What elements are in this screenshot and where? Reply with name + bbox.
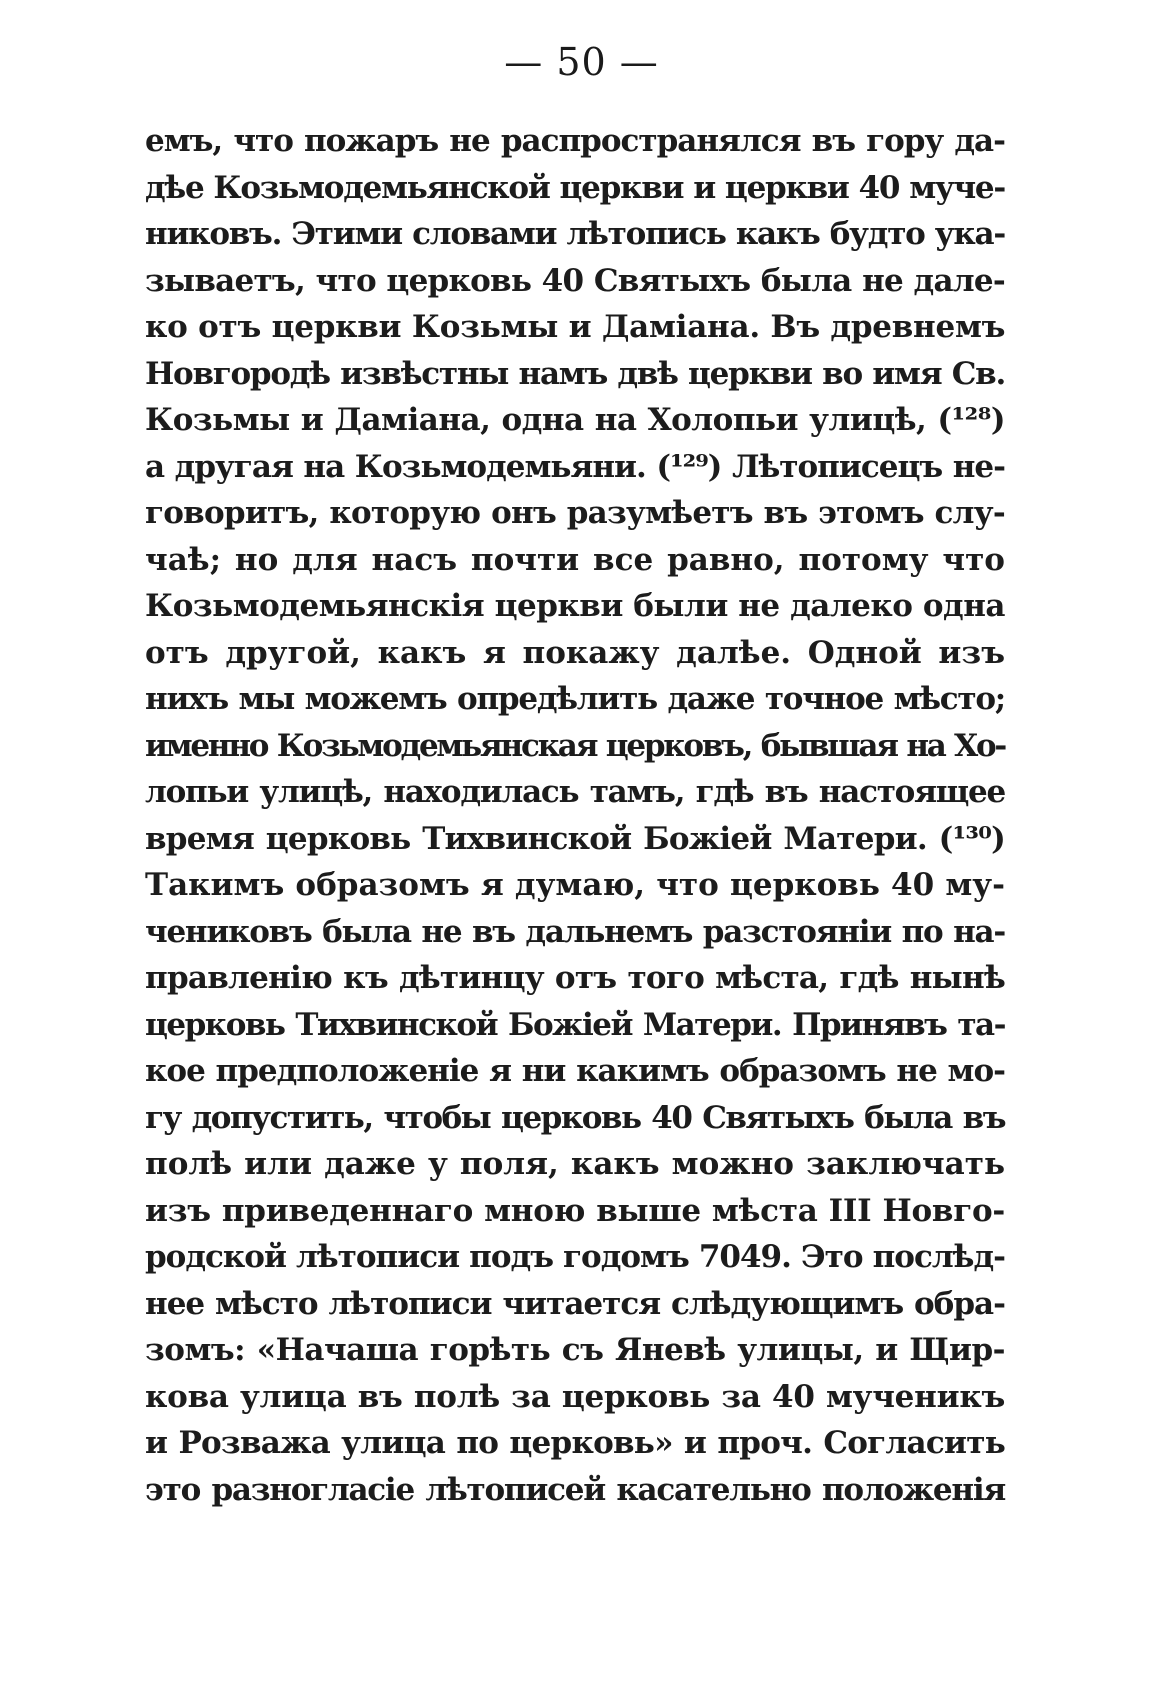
text-line: говоритъ, которую онъ разумѣетъ въ этомъ слу- — [145, 495, 1005, 531]
text-line: кое предположеніе я ни какимъ образомъ не мо- — [145, 1053, 1005, 1089]
body-text — [145, 118, 1005, 1513]
text-line: полѣ или даже у поля, какъ можно заключать — [145, 1146, 1005, 1182]
text-line: дѣе Козьмодемьянской церкви и церкви 40 муче- — [145, 169, 1005, 206]
text-line: Козьмодемьянскія церкви были не далеко одна — [145, 588, 1005, 624]
text-line: кова улица въ полѣ за церковь за 40 мученикъ — [145, 1378, 1005, 1415]
text-line: и Розважа улица по церковь» и проч. Согласить — [145, 1425, 1005, 1461]
text-line: чаѣ; но для насъ почти все равно, потому что — [145, 541, 1005, 578]
text-line: лопьи улицѣ, находилась тамъ, гдѣ въ настоящее — [145, 774, 1005, 810]
text-line: Новгородѣ извѣстны намъ двѣ церкви во имя Св. — [145, 355, 1005, 392]
text-line: Такимъ образомъ я думаю, что церковь 40 му- — [145, 867, 1005, 903]
text-line: ко отъ церкви Козьмы и Даміана. Въ древнемъ — [145, 309, 1006, 345]
text-line: это разногласіе лѣтописей касательно положенія — [145, 1471, 1005, 1508]
text-line: зываетъ, что церковь 40 Святыхъ была не дале- — [145, 262, 1005, 299]
text-line: никовъ. Этими словами лѣтопись какъ будто ука- — [145, 216, 1005, 252]
text-line: время церковь Тихвинской Божіей Матери. (¹³⁰) — [145, 820, 1005, 857]
text-line: чениковъ была не въ дальнемъ разстояніи по на- — [145, 913, 1005, 950]
text-line: зомъ: «Начаша горѣть съ Яневѣ улицы, и Щир- — [145, 1332, 1005, 1368]
text-line: родской лѣтописи подъ годомъ 7049. Это послѣд- — [145, 1239, 1005, 1275]
text-line: нее мѣсто лѣтописи читается слѣдующимъ обра- — [145, 1285, 1005, 1322]
text-line: Козьмы и Даміана, одна на Холопьи улицѣ, (¹²⁸) — [145, 402, 1005, 438]
page-number: — 50 — — [504, 40, 659, 84]
text-line: а другая на Козьмодемьяни. (¹²⁹) Лѣтописецъ не- — [145, 448, 1005, 485]
text-line: гу допустить, чтобы церковь 40 Святыхъ была въ — [145, 1099, 1005, 1136]
text-line: именно Козьмодемьянская церковъ, бывшая на Хо- — [145, 727, 1005, 764]
text-line: отъ другой, какъ я покажу далѣе. Одной изъ — [145, 634, 1005, 671]
text-line: нихъ мы можемъ опредѣлить даже точное мѣсто; — [145, 681, 1005, 717]
text-line: правленію къ дѣтинцу отъ того мѣста, гдѣ нынѣ — [145, 960, 1005, 996]
text-line: изъ приведеннаго мною выше мѣста III Новго- — [145, 1192, 1005, 1229]
text-line: емъ, что пожаръ не распространялся въ гору да- — [145, 123, 1005, 159]
text-line: церковь Тихвинской Божіей Матери. Принявъ та- — [145, 1006, 1005, 1043]
